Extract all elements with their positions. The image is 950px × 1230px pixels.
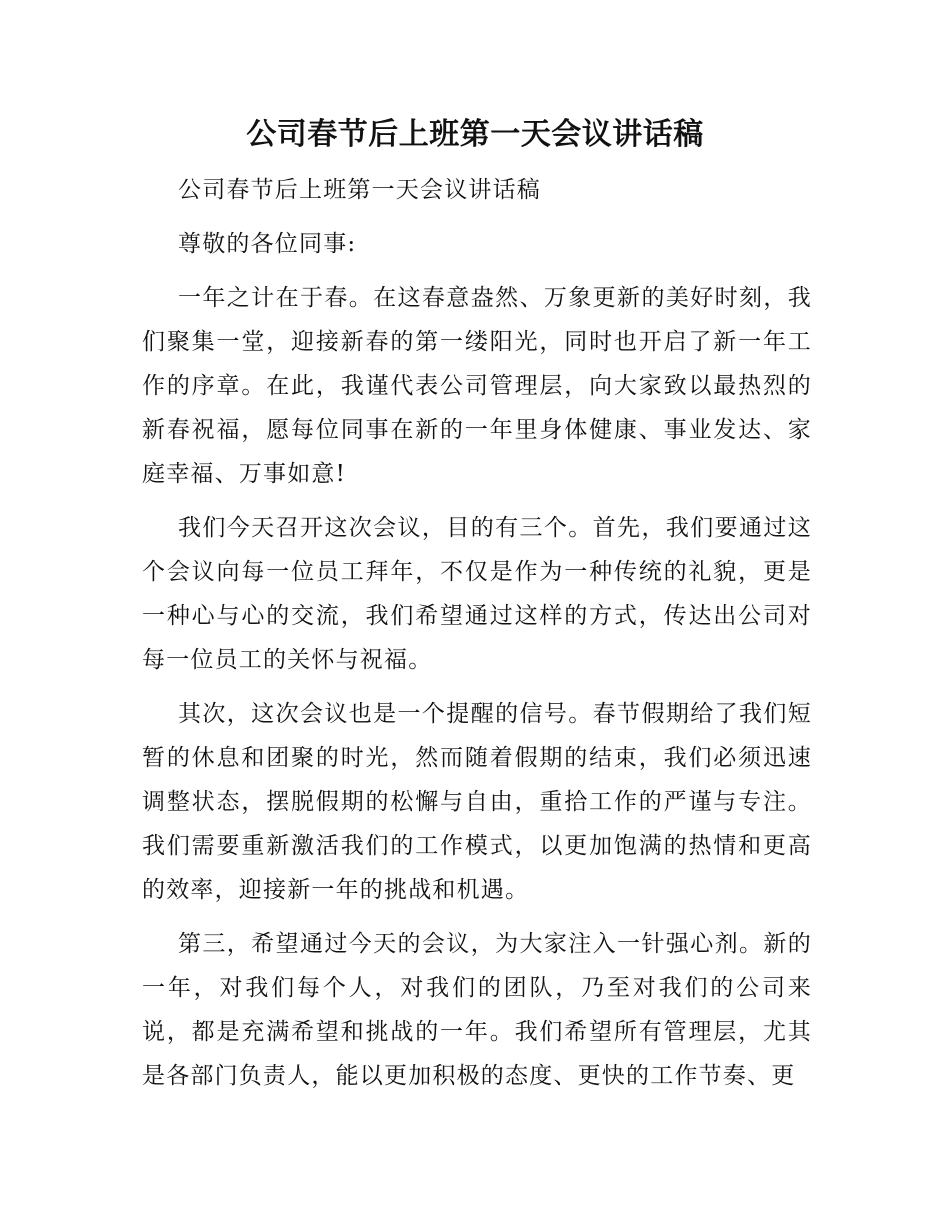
paragraph-purpose-second: 其次，这次会议也是一个提醒的信号。春节假期给了我们短暂的休息和团聚的时光，然而随着假期的结束，我们必须迅速调整状态，摆脱假期的松懈与自由，重拾工作的严谨与专注。我们需要重新激活我们的工作模式，以更加饱满的热情和更高的效率，迎接新一年的挑战和机遇。 [142,701,812,903]
document-title: 公司春节后上班第一天会议讲话稿 [246,117,704,152]
paragraph-salutation: 尊敬的各位同事: [178,231,357,257]
paragraph-purpose-first: 我们今天召开这次会议，目的有三个。首先，我们要通过这个会议向每一位员工拜年，不仅是作为一种传统的礼貌，更是一种心与心的交流，我们希望通过这样的方式，传达出公司对每一位员工的关怀与祝福。 [142,515,812,673]
paragraph-purpose-third: 第三，希望通过今天的会议，为大家注入一针强心剂。新的一年，对我们每个人，对我们的团队，乃至对我们的公司来说，都是充满希望和挑战的一年。我们希望所有管理层，尤其是各部门负责人，能以更加积极的态度、更快的工作节奏、更 [142,931,812,1089]
paragraph-subtitle: 公司春节后上班第一天会议讲话稿 [178,177,541,203]
document-body [142,168,812,1108]
paragraph-opening: 一年之计在于春。在这春意盎然、万象更新的美好时刻，我们聚集一堂，迎接新春的第一缕阳光，同时也开启了新一年工作的序章。在此，我谨代表公司管理层，向大家致以最热烈的新春祝福，愿每位同事在新的一年里身体健康、事业发达、家庭幸福、万事如意! [142,285,812,487]
